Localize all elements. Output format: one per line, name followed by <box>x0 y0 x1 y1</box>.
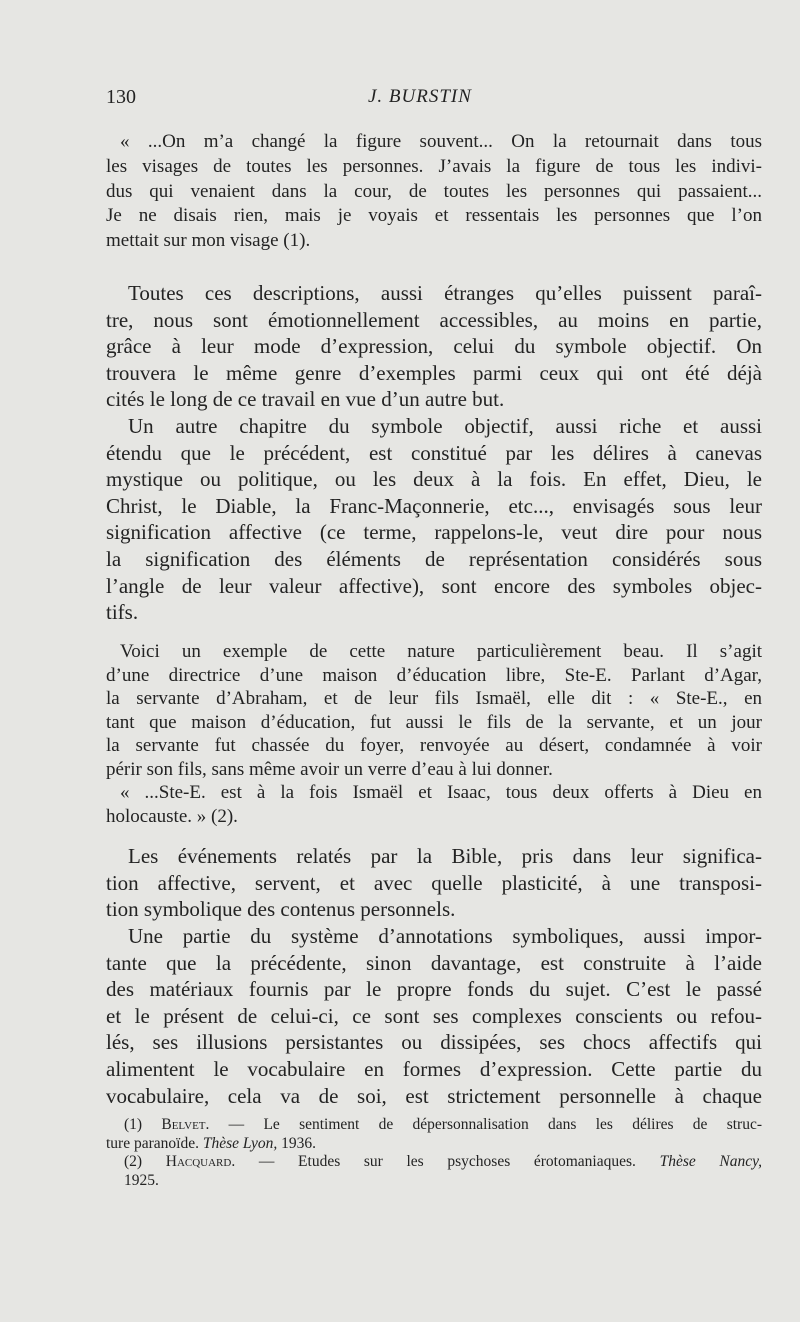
text-line: mettait sur mon visage (1). <box>106 230 311 252</box>
footnote-number: (2) <box>124 1153 143 1170</box>
text-line: holocauste. » (2). <box>106 805 238 827</box>
text-line: « ...On m’a changé la figure souvent... On la retournait dans tous <box>120 131 762 152</box>
text-line: Une partie du système d’annotations symboliques, aussi impor- <box>128 924 762 948</box>
text-line: Les événements relatés par la Bible, pris dans leur significa- <box>128 844 762 868</box>
footnote-text: — Le sentiment de dépersonnalisation dans les délires de struc- <box>209 1116 762 1133</box>
footnote-2-continued <box>106 1172 762 1191</box>
text-line: cités le long de ce travail en vue d’un autre but. <box>106 387 505 412</box>
text-line: la servante d’Abraham, et de leur fils Ismaël, elle dit : « Ste-E., en <box>106 688 762 709</box>
paragraph-symbolic-annotations <box>106 923 762 1109</box>
text-line: mystique ou politique, ou les deux à la fois. En effet, Dieu, le <box>106 467 762 492</box>
paragraph-descriptions <box>106 280 762 413</box>
footnote-1 <box>106 1116 762 1135</box>
text-line: tre, nous sont émotionnellement accessibles, au moins en partie, <box>106 307 762 332</box>
page-number: 130 <box>106 86 136 108</box>
text-line: tion symbolique des contenus personnels. <box>106 897 456 922</box>
text-line: tifs. <box>106 600 139 625</box>
footnote-text: ture paranoïde. <box>106 1134 199 1152</box>
footnote-year: 1936. <box>281 1134 317 1152</box>
text-line: tante que la précédente, sinon davantage, est construite à l’aide <box>106 950 762 975</box>
text-line: périr son fils, sans même avoir un verre d’eau à lui donner. <box>106 758 553 780</box>
text-line: d’une directrice d’une maison d’éducation libre, Ste-E. Parlant d’Agar, <box>106 664 762 686</box>
footnote-author: Hacquard. <box>165 1153 236 1170</box>
footnote-text: — Etudes sur les psychoses érotomaniaques. <box>235 1153 636 1170</box>
text-line: tant que maison d’éducation, fut aussi le fils de la servante, et un jour <box>106 711 762 733</box>
text-line: la signification des éléments de représentation considérés sous <box>106 546 762 571</box>
text-line: « ...Ste-E. est à la fois Ismaël et Isaac, tous deux offerts à Dieu en <box>120 782 762 803</box>
footnote-1-continued <box>106 1135 762 1154</box>
text-line: vocabulaire, cela va de soi, est strictement personnelle à chaque <box>106 1083 762 1108</box>
text-line: les visages de toutes les personnes. J’avais la figure de tous les indivi- <box>106 155 762 177</box>
footnote-author: Belvet. <box>161 1116 210 1133</box>
text-line: Je ne disais rien, mais je voyais et ressentais les personnes que l’on <box>106 205 762 227</box>
footnote-thesis-title: Thèse Nancy, <box>659 1153 763 1170</box>
text-line: l’angle de leur valeur affective), sont encore des symboles objec- <box>106 573 762 598</box>
text-line: Voici un exemple de cette nature particulièrement beau. Il s’agit <box>120 641 762 662</box>
text-line: trouvera le même genre d’exemples parmi ceux qui ont été déjà <box>106 360 762 385</box>
text-line: lés, ses illusions persistantes ou dissipées, ses chocs affectifs qui <box>106 1030 762 1055</box>
quote-depersonalisation <box>106 130 762 254</box>
running-header <box>106 86 760 116</box>
footnote-year: 1925. <box>124 1171 159 1189</box>
footnote-thesis-title: Thèse Lyon, <box>202 1134 278 1152</box>
paragraph-bible-events <box>106 843 762 923</box>
text-line: dus qui venaient dans la cour, de toutes les personnes qui passaient... <box>106 180 762 202</box>
text-line: la servante fut chassée du foyer, renvoyée au désert, condamnée à voir <box>106 735 762 756</box>
text-line: alimentent le vocabulaire en formes d’expression. Cette partie du <box>106 1056 762 1081</box>
text-line: Toutes ces descriptions, aussi étranges qu’elles puissent paraî- <box>128 281 762 305</box>
text-line: signification affective (ce terme, rappelons-le, veut dire pour nous <box>106 520 762 545</box>
text-line: tion affective, servent, et avec quelle plasticité, à une transposi- <box>106 870 762 895</box>
paragraph-example-ste-e <box>106 640 762 828</box>
running-title: J. BURSTIN <box>368 86 472 107</box>
footnote-2 <box>106 1153 762 1172</box>
text-line: Un autre chapitre du symbole objectif, aussi riche et aussi <box>128 414 762 438</box>
paragraph-mystic-delusions <box>106 413 762 626</box>
text-line: et le présent de celui-ci, ce sont ses complexes conscients ou refou- <box>106 1003 762 1028</box>
footnotes <box>106 1116 762 1190</box>
text-line: Christ, le Diable, la Franc-Maçonnerie, etc..., envisagés sous leur <box>106 493 762 518</box>
text-line: étendu que le précédent, est constitué par les délires à canevas <box>106 440 762 465</box>
text-line: des matériaux fournis par le propre fonds du sujet. C’est le passé <box>106 977 762 1002</box>
footnote-number: (1) <box>124 1116 143 1133</box>
text-line: grâce à leur mode d’expression, celui du symbole objectif. On <box>106 334 762 359</box>
